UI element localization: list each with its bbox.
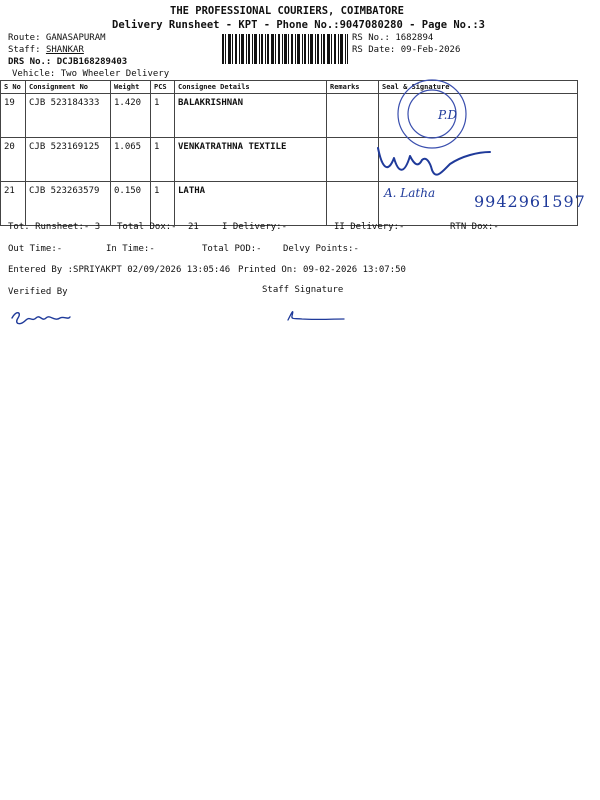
drs-number: DRS No.: DCJB168289403 bbox=[8, 57, 128, 67]
route-label: Route: GANASAPURAM bbox=[8, 33, 106, 43]
signature-scribble-1 bbox=[378, 148, 490, 175]
rs-number: RS No.: 1682894 bbox=[352, 33, 434, 43]
cell-consignment: CJB 523169125 bbox=[26, 138, 111, 182]
handwritten-phone-number: 9942961597 bbox=[474, 192, 586, 211]
cell-consignee: LATHA bbox=[175, 182, 327, 226]
staff-signature-label: Staff Signature bbox=[262, 285, 344, 295]
col-header-pcs: PCS bbox=[151, 81, 175, 94]
barcode-image bbox=[222, 34, 348, 64]
delivery-points-label: Delvy Points:- bbox=[283, 244, 359, 254]
second-delivery-label: II Delivery:- bbox=[334, 222, 405, 232]
col-header-consignee: Consignee Details bbox=[175, 81, 327, 94]
cell-sno: 20 bbox=[1, 138, 26, 182]
col-header-sno: S No bbox=[1, 81, 26, 94]
printed-on: Printed On: 09-02-2026 13:07:50 bbox=[238, 265, 406, 275]
cell-sno: 19 bbox=[1, 94, 26, 138]
staff-signature bbox=[282, 304, 352, 324]
cell-consignee: BALAKRISHNAN bbox=[175, 94, 327, 138]
verifier-signature bbox=[8, 304, 78, 330]
cell-weight: 1.420 bbox=[111, 94, 151, 138]
col-header-remarks: Remarks bbox=[327, 81, 379, 94]
cell-weight: 1.065 bbox=[111, 138, 151, 182]
rs-date: RS Date: 09-Feb-2026 bbox=[352, 45, 461, 55]
cell-pcs: 1 bbox=[151, 182, 175, 226]
cell-consignee: VENKATRATHNA TEXTILE bbox=[175, 138, 327, 182]
in-time-label: In Time:- bbox=[106, 244, 155, 254]
total-runsheet: Tot. Runsheet:- 3 bbox=[8, 222, 101, 232]
cell-pcs: 1 bbox=[151, 94, 175, 138]
cell-sno: 21 bbox=[1, 182, 26, 226]
cell-pcs: 1 bbox=[151, 138, 175, 182]
cell-consignment: CJB 523263579 bbox=[26, 182, 111, 226]
first-delivery-label: I Delivery:- bbox=[222, 222, 288, 232]
col-header-weight: Weight bbox=[111, 81, 151, 94]
rtn-dox-label: RTN Dox:- bbox=[450, 222, 499, 232]
total-dox-value: 21 bbox=[188, 222, 199, 232]
handwritten-initials: P.D bbox=[438, 108, 458, 122]
col-header-seal-signature: Seal & Signature bbox=[379, 81, 578, 94]
out-time-label: Out Time:- bbox=[8, 244, 63, 254]
handwritten-recipient-name: A. Latha bbox=[384, 186, 436, 200]
staff-name: SHANKAR bbox=[45, 45, 84, 55]
cell-weight: 0.150 bbox=[111, 182, 151, 226]
total-dox-label: Total Dox:- bbox=[117, 222, 177, 232]
staff-label bbox=[8, 45, 84, 56]
staff-label-text: Staff: bbox=[8, 45, 41, 55]
vehicle-label: Vehicle: Two Wheeler Delivery bbox=[12, 69, 170, 79]
company-title: THE PROFESSIONAL COURIERS, COIMBATORE bbox=[170, 5, 404, 17]
runsheet-subtitle: Delivery Runsheet - KPT - Phone No.:9047080280 - Page No.:3 bbox=[112, 19, 485, 31]
total-pod-label: Total POD:- bbox=[202, 244, 262, 254]
entered-by: Entered By :SPRIYAKPT 02/09/2026 13:05:46 bbox=[8, 265, 231, 275]
verified-by-label: Verified By bbox=[8, 287, 68, 297]
cell-consignment: CJB 523184333 bbox=[26, 94, 111, 138]
col-header-consignment: Consignment No bbox=[26, 81, 111, 94]
